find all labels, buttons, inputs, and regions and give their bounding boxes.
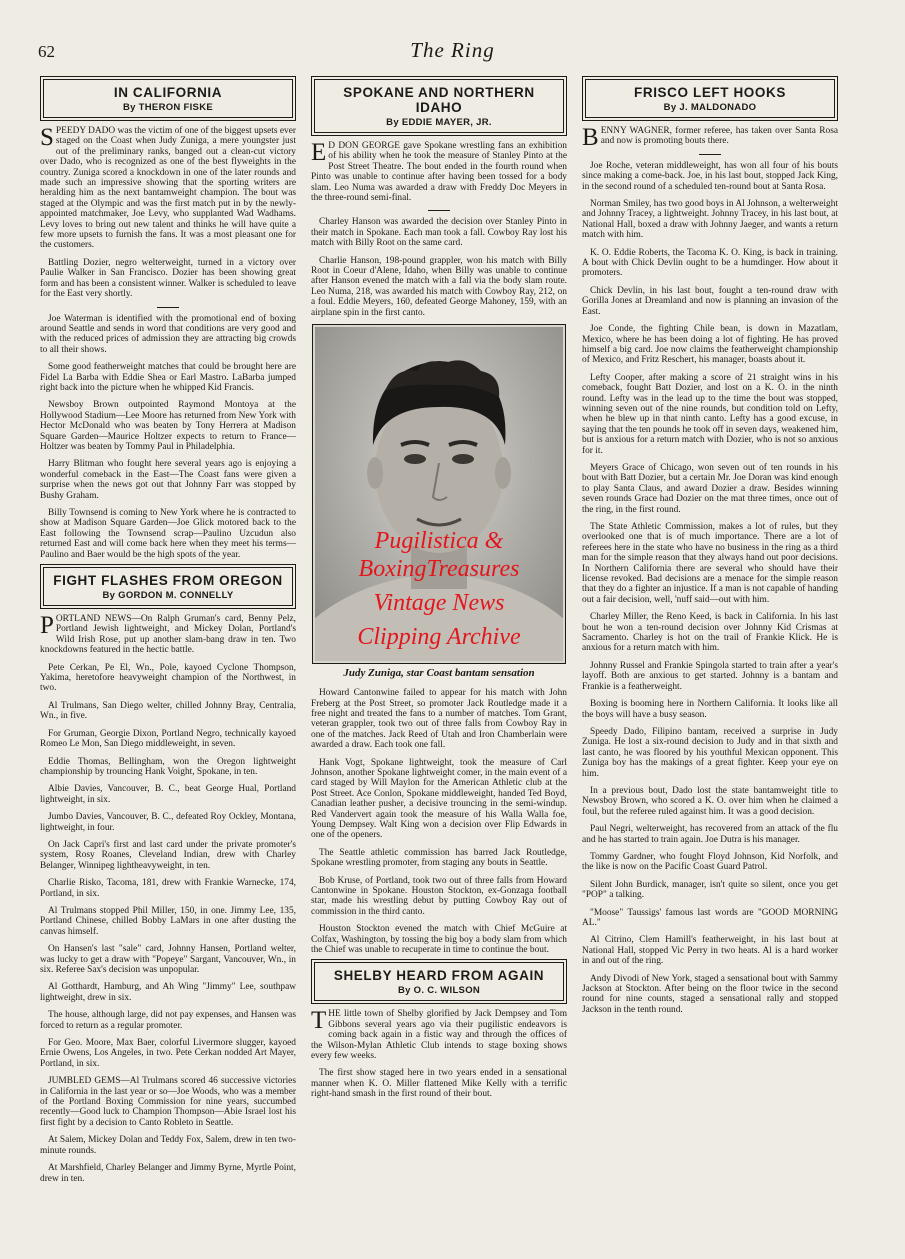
paragraph: SPEEDY DADO was the victim of one of the biggest upsets ever staged on the Coast when Judy Zuniga, a mere youngster just out of the preliminary ranks, banged out a clean-cut victory over Dado, who is recognized as one of the best flyweights in the country. Zuniga scored a knockdown in one of the later rounds and made such an impressive showing that the sporting writers are heralding him as the next bantamweight champion. The bout was staged at the Olympic and was the first match put in by the newly-appointed matchmaker, Joe Levy, who supplanted Wad Wadhams. Levy loves to bring out new talent and thinks he will have quite a few more upsets to furnish the fans. It was a most pleasant one for the customers. (40, 124, 296, 251)
paragraph: BENNY WAGNER, former referee, has taken over Santa Rosa and now is promoting bouts there. (582, 124, 838, 151)
article-byline: By THERON FISKE (122, 102, 213, 113)
page-number: 62 (38, 42, 55, 61)
paragraph: The house, although large, did not pay expenses, and Hansen was forced to return as a regular promoter. (40, 1010, 296, 1031)
paragraph: Hank Vogt, Spokane lightweight, took the measure of Carl Johnson, another Spokane lightweight comer, in the main event of a card staged by Will Maylon for the American Athletic club at the Post Street. Ace Conlon, Spokane middleweight, handed Ted Boyd, Canadian leather pusher, a decisive trouncing in the semi-windup. Red Vandervert again took the measure of his Walla Walla foe, Young Dempsey. Walt King won a decision over Flip Edwards in one of the openers. (311, 757, 567, 841)
paragraph: Joe Roche, veteran middleweight, has won all four of his bouts since making a come-back. Joe, in his last bout, stopped Jack King, in the second round of a scheduled ten-round bout at Santa Rosa. (582, 160, 838, 192)
paragraph: Charley Hanson was awarded the decision over Stanley Pinto in their match in Spokane. Each man took a fall. Cowboy Ray lost his match with Billy Root on the same card. (311, 217, 567, 249)
paragraph: Harry Blitman who fought here several years ago is enjoying a wonderful comeback in the East—The Coast fans were given a surprise when the news got out that Johnny Farr was stopped by Bushy Graham. (40, 459, 296, 501)
article-title: FRISCO LEFT HOOKS (634, 85, 786, 100)
paragraph: "Moose" Taussigs' famous last words are "GOOD MORNING AL." (582, 907, 838, 928)
in-california-body (40, 126, 296, 560)
paragraph: At Marshfield, Charley Belanger and Jimmy Byrne, Myrtle Point, drew in ten. (40, 1163, 296, 1184)
paragraph: Joe Conde, the fighting Chile bean, is down in Mazatlam, Mexico, where he has been doing a lot of fighting. He has proved himself a big card. Joe now claims the featherweight championship of Mexico, and Fritz Reschert, his manager, boasts about it. (582, 324, 838, 366)
paragraph: Silent John Burdick, manager, isn't quite so silent, once you get "POP" a talking. (582, 879, 838, 901)
paragraph: For Geo. Moore, Max Baer, colorful Livermore slugger, kayoed Ernie Owens, Los Angeles, in two. Pete Cerkan nodded Art Mayer, Portland, in six. (40, 1038, 296, 1069)
article-byline: By GORDON M. CONNELLY (102, 590, 234, 602)
watermark-line: Pugilistica & (374, 528, 504, 555)
photo-caption: Judy Zuniga, star Coast bantam sensation (343, 667, 535, 680)
paragraph: Tommy Gardner, who fought Floyd Johnson, Kid Norfolk, and the like is now on the Pacific Coast Guard Patrol. (582, 851, 838, 873)
paragraph: Houston Stockton evened the match with Chief McGuire at Colfax, Washington, by tossing the big boy a body slam from which the Chief was unable to recuperate in time to continue the bout. (311, 924, 567, 956)
fight-flashes-heading (43, 567, 293, 606)
paragraph: The Seattle athletic commission has barred Jack Routledge, Spokane wrestling promoter, from staging any bouts in Seattle. (311, 847, 567, 869)
article-title: FIGHT FLASHES FROM OREGON (53, 573, 283, 589)
paragraph: Lefty Cooper, after making a score of 21 straight wins in his comeback, fought Batt Dozier, and lost on a K. O. in the ninth round. Lefty was in the lead up to the time the bout was stopped, winning seven out of the nine rounds, but condition told on Lefty, when he blew up in that ninth canto. Lefty has a good excuse, in saying that the ten pounds he took off in seven days, weakened him, but is anxious for a return match with Dozier, who is not so anxious for it. (582, 372, 838, 456)
frisco-body (582, 126, 838, 1015)
boxer-portrait-photo (313, 325, 565, 663)
paragraph: Johnny Russel and Frankie Spingola started to train after a year's layoff. Both are anxious to get started. Johnny is a bantam and Frankie is a featherweight. (582, 660, 838, 692)
paragraph: Battling Dozier, negro welterweight, turned in a victory over Paulie Walker in San Francisco. Dozier has been showing great form and has been a consistent winner. Walker is scheduled to leave for the East very shortly. (40, 257, 296, 300)
paragraph: The State Athletic Commission, makes a lot of rules, but they overlooked one that is of much importance. There are a lot of referees here in the state who have no business in the ring as a third man for the simple reason that they always hand out poor decisions. In Northern California there are several who should have their license revoked. Bad decisions are a menace for the simple reason that they do a fighter an injustice. If a man is not capable of handing out a fair decision, well, 'nuff said—out with him. (582, 522, 838, 605)
article-byline: By J. MALDONADO (663, 102, 757, 113)
paragraph: K. O. Eddie Roberts, the Tacoma K. O. King, is back in training. A bout with Chick Devlin ought to be a humdinger. How about it promoters. (582, 247, 838, 279)
spokane-heading (314, 79, 564, 133)
watermark-line: Vintage News (373, 590, 505, 617)
article-byline: By EDDIE MAYER, JR. (386, 117, 492, 128)
article-title: IN CALIFORNIA (113, 85, 223, 100)
paragraph: THE little town of Shelby glorified by Jack Dempsey and Tom Gibbons several years ago via their pugilistic endeavors is coming back again in a fistic way and through the offices of the Wilson-Mylan Athletic Club intends to stage boxing shows every few weeks. (311, 1007, 567, 1062)
paragraph: Chick Devlin, in his last bout, fought a ten-round draw with Gorilla Jones at Dreamland and now is planning an invasion of the East. (582, 285, 838, 317)
paragraph: Bob Kruse, of Portland, took two out of three falls from Howard Cantonwine in Spokane. Houston Stockton, ex-Gonzaga football star, made his wrestling debut by putting Cowboy Ray out of commission in the third canto. (311, 875, 567, 917)
spokane-body (311, 141, 567, 318)
watermark-line: BoxingTreasures (358, 556, 520, 583)
column-3 (582, 76, 838, 1236)
paragraph: Eddie Thomas, Bellingham, won the Oregon lightweight championship by trouncing Hank Voight, Spokane, in ten. (40, 756, 296, 777)
paragraph: Jumbo Davies, Vancouver, B. C., defeated Roy Ockley, Montana, lightweight, in four. (40, 812, 296, 833)
column-1 (40, 76, 296, 1236)
paragraph: Newsboy Brown outpointed Raymond Montoya at the Hollywood Stadium—Lee Moore has returned from New York with Hector McDonald who was beaten by Tony Herrera at Madison Square Garden—Maurice Holtzer expects to return to France—Holtzer was beaten by Tommy Paul in Philadelphia. (40, 400, 296, 452)
paragraph: Meyers Grace of Chicago, won seven out of ten rounds in his bout with Batt Dozier, but a certain Mr. Joe Doran was kind enough to play Santa Claus, and award Dozier a draw. Besides winning seven rounds Grace had Dozier on the mat three times, once out of the ring, in the first round. (582, 462, 838, 515)
paragraph: Billy Townsend is coming to New York where he is contracted to show at Madison Square Garden—Joe Glick motored back to the East following the Townsend scrap—Paulino Uzcudun also returned East and will come back here when they meet his terms—Paulino and Baer would be the high spots of the year. (40, 508, 296, 560)
article-byline: By O. C. WILSON (397, 985, 481, 997)
watermark-line: Clipping Archive (357, 624, 521, 651)
paragraph: Norman Smiley, has two good boys in Al Johnson, a welterweight and Johnny Tracey, a lightweight. Johnny Tracey, in his last bout, at National Hall, boxed a draw with Johnny Jaeger, and wants a return match with him. (582, 199, 838, 241)
paragraph: Al Trulmans stopped Phil Miller, 150, in one. Jimmy Lee, 135, Portland Chinese, chilled Bobby LaMars in one after dusting the canvas himself. (40, 905, 296, 937)
paragraph: Charlie Hanson, 198-pound grappler, won his match with Billy Root in Coeur d'Alene, Idaho, when Billy was unable to continue after Hanson evened the match with a fall via the body slam route. Leo Numa, 218, was awarded his match with Cowboy Ray, 212, on a foul. Eddie Meyers, 160, defeated George Mahoney, 159, with an airplane spin in the first canto. (311, 255, 567, 318)
paragraph: Albie Davies, Vancouver, B. C., beat George Hual, Portland lightweight, in six. (40, 784, 296, 805)
paragraph: Al Gotthardt, Hamburg, and Ah Wing "Jimmy" Lee, southpaw lightweight, drew in six. (40, 982, 296, 1003)
photo-block (313, 325, 565, 680)
paragraph: At Salem, Mickey Dolan and Teddy Fox, Salem, drew in ten two-minute rounds. (40, 1135, 296, 1156)
fight-flashes-body (40, 614, 296, 1184)
shelby-heading (314, 962, 564, 1001)
paragraph: Paul Negri, welterweight, has recovered from an attack of the flu and he has started to train again. Joe Dutra is his manager. (582, 824, 838, 845)
paragraph: Charlie Risko, Tacoma, 181, drew with Frankie Warnecke, 174, Portland, in six. (40, 878, 296, 899)
paragraph: On Jack Capri's first and last card under the private promoter's system, Rosy Roanes, Cleveland Indian, drew with Charley Belanger, Winnipeg lightheavyweight, in ten. (40, 839, 296, 871)
article-title: SHELBY HEARD FROM AGAIN (333, 968, 545, 984)
masthead: The Ring (410, 38, 495, 62)
paragraph: Pete Cerkan, Pe El, Wn., Pole, kayoed Cyclone Thompson, Yakima, heretofore heavyweight champion of the Northwest, in two. (40, 662, 296, 694)
paragraph: Howard Cantonwine failed to appear for his match with John Freberg at the Post Street, so promoter Jack Routledge made it a free night and treated the fans to a number of matches. Tom Grant, veteran grappler, took two out of three falls from Cowboy Ray in one of the matches. Jack Reed of Utah and Iron Chamberlain were awarded a draw. Each took one fall. (311, 688, 567, 751)
paragraph: Al Citrino, Clem Hamill's featherweight, in his last bout at National Hall, stopped Vic Perry in two heats. Al is a hard worker in and out of the ring. (582, 935, 838, 967)
paragraph: Speedy Dado, Filipino bantam, received a surprise in Judy Zuniga. He lost a six-round decision to Judy and in that sixth and last canto, he was floored by his youthful Mexican opponent. This Zuniga boy has the makings of a great fighter. Keep your eye on him. (582, 726, 838, 779)
paragraph: Al Trulmans, San Diego welter, chilled Johnny Bray, Centralia, Wn., in five. (40, 700, 296, 722)
paragraph: JUMBLED GEMS—Al Trulmans scored 46 successive victories in California in the last year or so—Joe Woods, who was a member of the Portland Boxing Commission for nine years, succumbed recently—Good luck to Champion Thompson—Abie Israel lost his first fight by a decision to Canto Robleto in Seattle. (40, 1076, 296, 1128)
column-2 (311, 76, 567, 1236)
paragraph: In a previous bout, Dado lost the state bantamweight title to Newsboy Brown, who scored a K. O. over him when he claimed a foul, but the referee ruled against him. It was a good decision. (582, 785, 838, 817)
paragraph: The first show staged here in two years ended in a sensational manner when K. O. Miller flattened Mike Kelly with a terrific right-hand smash in the first round of their bout. (311, 1068, 567, 1100)
paragraph: On Hansen's last "sale" card, Johnny Hansen, Portland welter, was lucky to get a draw with "Popeye" Sargant, Vancouver, Wn., in six. Referee Sax's decision was unpopular. (40, 944, 296, 975)
paragraph: Charley Miller, the Reno Keed, is back in California. In his last bout he won a ten-round decision over Johnny Kid Crismas at Sacramento. Charley is hot on the trail of Frankie Klick. He is anxious for a return match with him. (582, 612, 838, 654)
paragraph: Joe Waterman is identified with the promotional end of boxing around Seattle and sends in word that conditions are very good and with the reduced prices of admission they are attracting big crowds to all their shows. (40, 313, 296, 355)
divider (428, 210, 450, 211)
spokane-body-continued (311, 688, 567, 955)
paragraph: Boxing is booming here in Northern California. It looks like all the boys will have a busy season. (582, 699, 838, 720)
frisco-heading (585, 79, 835, 118)
divider (699, 154, 721, 155)
in-california-heading (43, 79, 293, 118)
paragraph: ED DON GEORGE gave Spokane wrestling fans an exhibition of his ability when he took the measure of Stanley Pinto at the Post Street Theatre. The bout ended in the fourth round when Pinto was unable to continue after having been tossed for a body slam. Leo Numa was awarded a draw with Freddy Doc Meyers in the three-round semi-final. (311, 139, 567, 204)
divider (157, 307, 179, 308)
paragraph: For Gruman, Georgie Dixon, Portland Negro, technically kayoed Romeo Le Mon, San Diego middleweight, in seven. (40, 728, 296, 750)
article-title: SPOKANE AND NORTHERN IDAHO (343, 85, 535, 115)
paragraph: PORTLAND NEWS—On Ralph Gruman's card, Benny Pelz, Portland Jewish lightweight, and Mickey Dolan, Portland's Wild Irish Rose, put up another slam-bang draw in ten. Two knockdowns featured in the hectic battle. (40, 612, 296, 656)
paragraph: Andy Divodi of New York, staged a sensational bout with Sammy Jackson at Stockton. After being on the floor twice in the second round for nine counts, staged a sensational rally and stopped Jackson in the tenth round. (582, 973, 838, 1015)
shelby-body (311, 1009, 567, 1099)
paragraph: Some good featherweight matches that could be brought here are Fidel La Barba with Eddie Shea or Earl Mastro. LaBarba jumped right back into the picture when he whipped Kid Francis. (40, 362, 296, 393)
